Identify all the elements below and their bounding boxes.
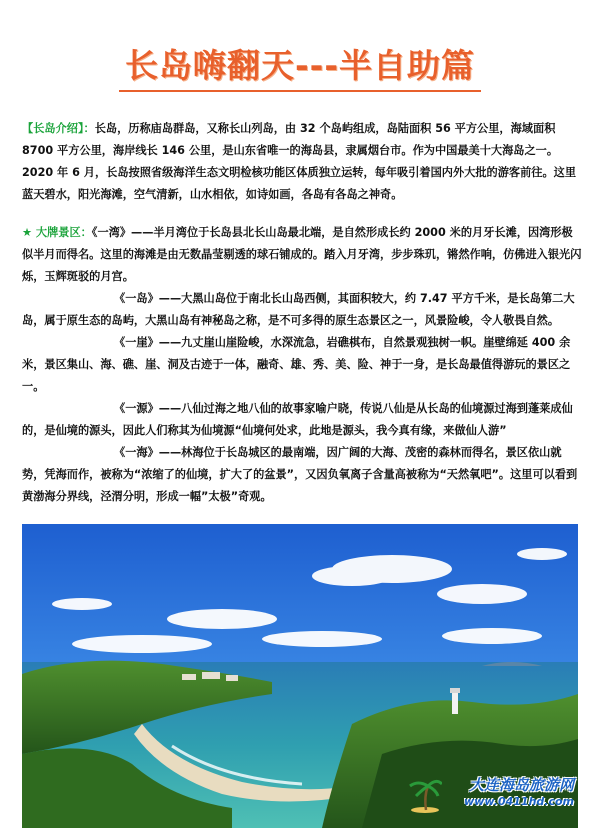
coastline-photo [22,524,578,828]
intro-paragraph [22,118,582,206]
intro-label: 【长岛介绍】： [22,122,95,135]
attraction-text: ——半月湾位于长岛县北长山岛最北端，是自然形成长约 2000 米的月牙长滩，因湾形极似半月而得名。这里的海滩是由无数晶莹剔透的球石铺成的。踏入月牙湾，步步珠玑，锵然作响，仿佛进入银光闪烁，玉辉斑驳的月宫。 [22,226,582,283]
attraction-text: ——大黑山岛位于南北长山岛西侧，其面积较大，约 7.47 平方千米，是长岛第二大岛，属于原生态的岛屿，大黑山岛有神秘岛之称，是不可多得的原生态景区之一，风景险峻，令人敬畏自然。 [22,292,575,327]
palm-tree-icon [408,776,442,814]
attractions-section [22,222,582,508]
page-title: 长岛嗨翻天---半自助篇 [119,40,481,92]
attraction-item-cliff [22,332,582,398]
watermark [404,774,574,818]
attraction-name: 《一海》 [114,446,159,459]
attraction-name: 《一崖》 [114,336,159,349]
attraction-text: ——八仙过海之地八仙的故事家喻户晓，传说八仙是从长岛的仙境源过海到蓬莱成仙的，是仙境的源头，因此人们称其为仙境源“仙境何处求，此地是源头，我今真有缘，来做仙人游” [22,402,573,437]
attraction-item-source [22,398,582,442]
attractions-label: ★ 大牌景区： [22,226,92,239]
intro-text: 长岛，历称庙岛群岛，又称长山列岛，由 32 个岛屿组成，岛陆面积 56 平方公里，海域面积 8700 平方公里，海岸线长 146 公里，是山东省唯一的海岛县，隶属烟台市。作为中国最美十大海岛之一。2020 年 6 月，长岛按照省级海洋生态文明检核功能区体质独立运转，每年吸引着国内外大批的游客前往。这里蓝天碧水，阳光海滩，空气清新，山水相依，如诗如画，各岛有各岛之神奇。 [22,122,577,201]
attraction-item-bay [22,222,582,288]
attraction-item-island [22,288,582,332]
attraction-text: ——林海位于长岛城区的最南端，因广阔的大海、茂密的森林而得名，景区依山就势，凭海而作，被称为“浓缩了的仙境，扩大了的盆景”，又因负氧离子含量高被称为“天然氧吧”。这里可以看到黄渤海分界线，泾渭分明，形成一幅”太极”奇观。 [22,446,578,503]
attraction-name: 《一岛》 [114,292,159,305]
attraction-name: 《一湾》 [91,226,132,239]
attraction-text: ——九丈崖山崖险峻，水深流急，岩礁棋布，自然景观独树一帜。崖壁绵延 400 余米，景区集山、海、礁、崖、洞及古迹于一体，融奇、雄、秀、美、险、神于一身，是长岛最值得游玩的景区之一。 [22,336,571,393]
watermark-title: 大连海岛旅游网 [468,776,574,794]
attraction-item-forest [22,442,582,508]
watermark-url: www.0411hd.com [464,795,574,808]
title-block [0,40,600,92]
attraction-name: 《一源》 [114,402,159,415]
